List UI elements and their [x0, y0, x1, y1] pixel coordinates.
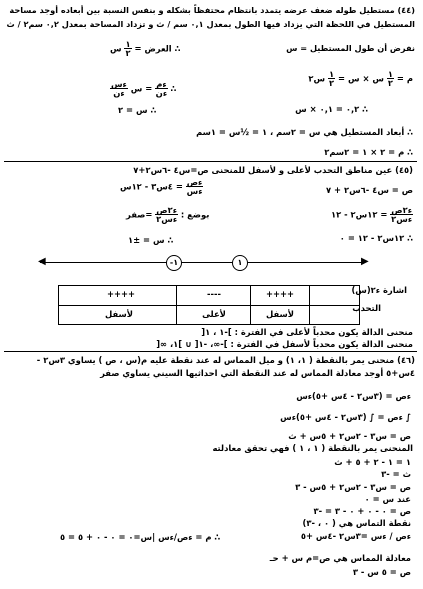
den: ٢ [387, 78, 393, 89]
width-suffix: س [110, 43, 122, 54]
q46-tpt: نقطة التماس هي ( ٠ ، -٣) [302, 518, 411, 528]
arrow-right-icon: ▶ [361, 256, 369, 267]
sign-cell: ++++ [106, 289, 136, 299]
den: ءس [186, 186, 203, 197]
q45-zero: ∴ ١٢س٢ - ١٢ = ٠ [339, 233, 413, 243]
num: ١ [125, 39, 131, 49]
q45-title: (٤٥) عين مناطق التحدب لأعلى و لأسفل للمنحنى ص=س٤ -٦س٢+٧ [133, 165, 413, 175]
q45-up: منحنى الدالة يكون محدباً لأعلى في الفترة : ]-١ ، ١[ [201, 327, 413, 337]
marker-minus-one: -١ [166, 255, 182, 271]
den: ءس٢ [391, 214, 413, 225]
q44-area-val: ∴ م = ٢ × ١ = ٢سم٢ [324, 147, 413, 157]
q45-down: منحنى الدالة يكون محدباً لأسفل في الفترة : ]-∞، -١[ ∪ ]١، ∞[ [156, 339, 413, 349]
q45-roots: ∴ س = ±١ [128, 235, 174, 245]
q46-i1: ءص = (٣س٢ - ٤س +٥)ءس [296, 391, 411, 401]
sign-cell: ++++ [265, 289, 295, 299]
put-label: بوضع : [180, 209, 210, 220]
area-fraction-2 [328, 70, 335, 88]
sign-cell: ---- [207, 289, 221, 299]
number-line [40, 262, 365, 263]
num: ءم [156, 79, 167, 89]
q46-y0: ص = ٠ - ٠ + ٠ - ٣ = -٣ [313, 506, 411, 516]
q46-x0: عند س = ٠ [364, 494, 411, 504]
sign-table [58, 285, 360, 325]
put-rhs: =صفر [126, 209, 153, 220]
q44-width [110, 40, 180, 58]
convexity-cell: لأسفل [266, 309, 294, 319]
q46-curve: ص = س٣ - ٢س٢ + ٥س - ٣ [295, 482, 411, 492]
arrow-left-icon: ◀ [38, 256, 46, 267]
dx-dn [110, 80, 128, 98]
sign-label: اشارة ء٢(س) [351, 285, 407, 295]
area-fraction [387, 70, 394, 88]
q46-line2: ٤س+٥ أوجد معادلة المماس له عند النقطة التي احداثيها السيني يساوي صفر [100, 368, 415, 378]
row-divider [59, 305, 359, 306]
q45-put [126, 206, 209, 224]
den: ءن [113, 88, 125, 99]
q45-d1 [120, 178, 203, 196]
den: ٢ [125, 48, 131, 59]
q46-i2: ∫ ءص = ∫ (٣س٢ - ٤س +٥)ءس [280, 412, 411, 422]
q44-sub: ∴ ٠,٢ = ٠,١ × س [295, 104, 368, 114]
dm-dn [155, 80, 167, 98]
num: ١ [329, 69, 335, 79]
q44-line1: (٤٤) مستطيل طوله ضعف عرضه يتمدد بانتظام محتفظاً بشكله و بنفس النسبة بين أبعاده أوجد مساحة [9, 5, 415, 15]
q46-csub: ١ = ١ - ٢ + ٥ + ث [334, 457, 411, 467]
convexity-cell: لأعلى [202, 309, 226, 319]
d2-rhs: = ١٢س٢ - ١٢ [330, 209, 388, 220]
q46-tan-title: معادلة المماس هي ص=م س + حـ [269, 553, 411, 563]
q44-area [308, 70, 413, 88]
q45-d2 [331, 206, 413, 224]
width-fraction [124, 40, 131, 58]
q44-assume: نفرض أن طول المستطيل = س [286, 43, 415, 53]
q46-line1: (٤٦) منحنى يمر بالنقطة ( ١، ١) و ميل المماس له عند نقطة عليه م(س ، ص ) يساوي ٣س٢ - [36, 355, 415, 365]
rate-mid: = س [130, 83, 153, 94]
q44-x: ∴ س = ٢ [118, 105, 157, 115]
den: ءن [155, 88, 168, 99]
q45-eq: ص = س٤ -٦س٢ + ٧ [326, 185, 413, 195]
put-frac [155, 206, 178, 224]
area-end: س٢ [308, 73, 326, 84]
num: ء٢ص [156, 205, 177, 215]
num: ١ [387, 69, 393, 79]
rate-prefix: ∴ [170, 83, 177, 94]
q44-rate [110, 80, 176, 98]
den: ٢ [329, 78, 335, 89]
convexity-cell: لأسفل [105, 309, 133, 319]
convexity-label: التحدب [352, 303, 381, 313]
q46-i3: ص = س٣ - ٢س٢ + ٥س + ث [288, 431, 411, 441]
area-suffix: س × س = [338, 73, 384, 84]
num: ءص [186, 177, 203, 187]
q44-line2: المستطيل في اللحظة التي يزداد فيها الطول بمعدل ٠,١ سم / ث و تزداد المساحة بمعدل ٠,٢ سم٢ / ث [6, 19, 415, 29]
q44-dims: ∴ أبعاد المستطيل هي س = ٢سم ، ١ = ½س = ١سم [196, 127, 413, 137]
width-prefix: ∴ العرض = [134, 43, 181, 54]
num: ء٢ص [391, 205, 412, 215]
d2y-dx2 [390, 206, 413, 224]
q46-m: ∴ م = ءص/ءس |س=٠ = ٠ - ٠ + ٥ = ٥ [60, 532, 221, 542]
den: ءس٢ [156, 214, 178, 225]
divider-1 [4, 161, 417, 162]
q46-pass: المنحنى يمر بالنقطة ( ١ ، ١ ) فهي تحقق معادلته [212, 443, 413, 453]
marker-plus-one: ١ [232, 255, 248, 271]
d1-rhs: = ٤س٣ - ١٢س [120, 181, 183, 192]
q46-tan-eq: ص = ٥ س - ٣ [352, 567, 411, 577]
q46-slope: ءص / ءس =٣س٢ -٤س +٥ [300, 531, 411, 541]
dy-dx [186, 178, 204, 196]
area-prefix: م = [396, 73, 413, 84]
num: ءس [111, 79, 127, 89]
q46-cval: ث = -٣ [381, 469, 411, 479]
divider-2 [4, 351, 417, 352]
